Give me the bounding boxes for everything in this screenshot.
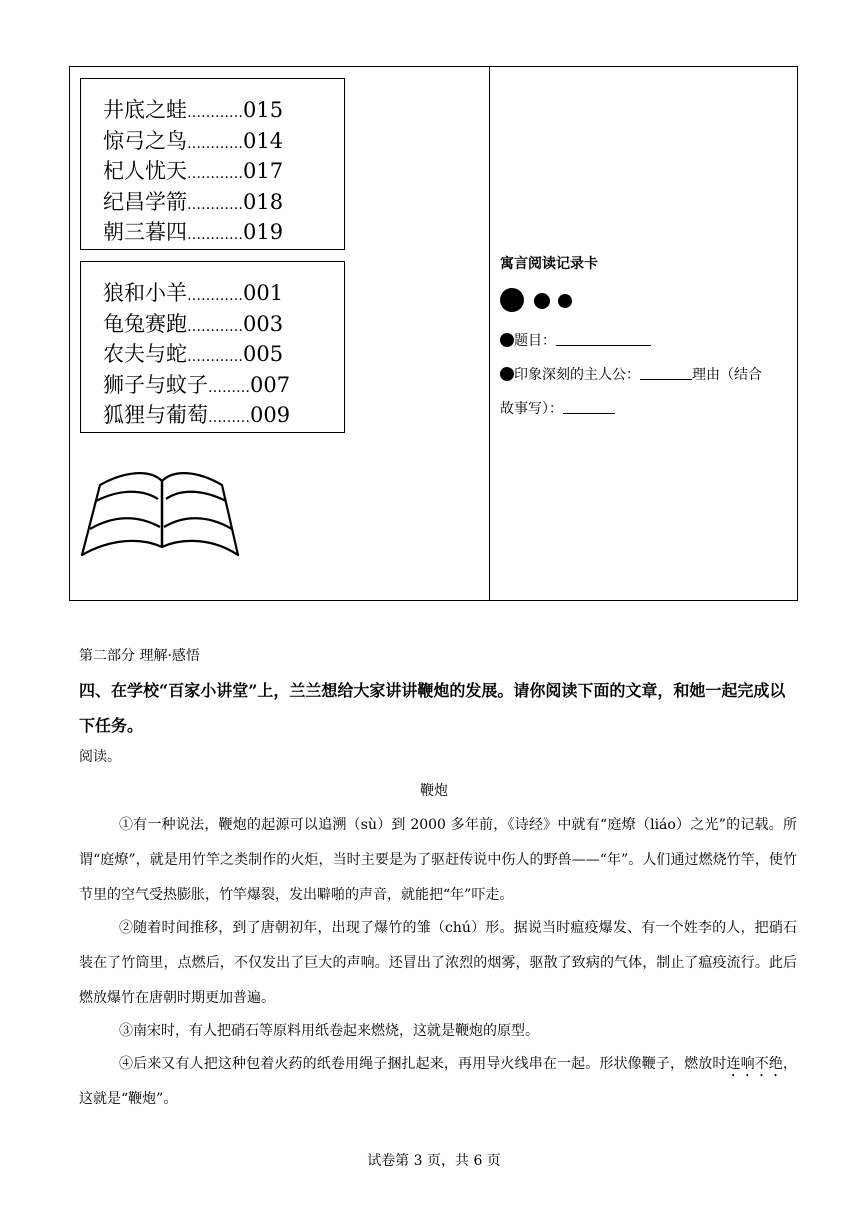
fable-list-box-chinese <box>80 78 345 250</box>
topic-blank[interactable] <box>556 331 651 346</box>
leader-dots: ………… <box>187 349 243 365</box>
paragraph-4 <box>79 1047 797 1117</box>
fable-title: 杞人忧天 <box>103 159 187 183</box>
leader-dots: ………… <box>187 318 243 335</box>
reason-label-cont: 故事写）： <box>500 401 563 417</box>
leader-dots: ………… <box>187 227 243 243</box>
medium-dot-icon <box>534 293 550 309</box>
list-item <box>103 128 344 159</box>
list-item <box>103 158 344 189</box>
page-number: 003 <box>243 311 284 336</box>
leader-dots: ……… <box>208 379 250 396</box>
page-number: 007 <box>250 372 291 397</box>
paragraph-1: ①有一种说法，鞭炮的起源可以追溯（sù）到 2000 多年前，《诗经》中就有“庭燎（liáo）之光”的记载。所谓“庭燎”，就是用竹竿之类制作的火炬，当时主要是为了驱赶传说中伤人的野兽——“年”。人们通过燃烧竹竿，使竹节里的空气受热膨胀，竹竿爆裂，发出噼啪的声音，就能把“年”吓走。 <box>79 817 797 903</box>
leader-dots: ………… <box>187 196 243 213</box>
reason-line <box>500 392 615 426</box>
paragraph-4-part-a: ④后来又有人把这种包着火药的纸卷用绳子捆扎起来，再用导火线串在一起。形状像鞭子，燃放时 <box>119 1056 727 1072</box>
question-text: 四、在学校“百家小讲堂”上，兰兰想给大家讲讲鞭炮的发展。请你阅读下面的文章，和她一起完成以下任务。 <box>79 681 786 735</box>
fable-title: 狐狸与葡萄 <box>103 403 208 427</box>
page-number: 009 <box>250 403 291 427</box>
list-item <box>103 341 344 372</box>
page-footer: 试卷第 3 页，共 6 页 <box>367 1153 501 1169</box>
page-number: 019 <box>243 220 284 244</box>
reason-label: 理由（结合 <box>692 367 762 383</box>
page-number: 017 <box>243 159 284 183</box>
topic-label: 题目： <box>514 333 556 349</box>
fable-title: 井底之蛙 <box>103 98 187 122</box>
page-number: 005 <box>243 342 284 366</box>
list-item <box>103 219 344 250</box>
section-label: 第二部分 理解·感悟 <box>79 648 200 664</box>
list-item <box>103 280 344 311</box>
protagonist-line <box>500 358 762 392</box>
protagonist-blank[interactable] <box>640 365 692 380</box>
column-divider <box>489 67 490 600</box>
bullet-icon <box>500 367 514 381</box>
page-number: 015 <box>243 98 284 122</box>
fable-list-box-foreign <box>80 261 345 433</box>
read-label: 阅读。 <box>79 749 121 765</box>
page-number: 001 <box>243 281 284 305</box>
small-dot-icon <box>558 294 572 308</box>
list-item <box>103 372 344 403</box>
topic-line <box>500 324 651 358</box>
leader-dots: ………… <box>187 135 243 152</box>
list-item <box>103 97 344 128</box>
large-dot-icon <box>500 288 524 312</box>
fable-title: 狼和小羊 <box>103 281 187 305</box>
leader-dots: ………… <box>187 166 243 182</box>
fable-title: 惊弓之鸟 <box>103 128 187 153</box>
paragraph-4-part-c: ，这就是“鞭炮”。 <box>79 1056 798 1107</box>
leader-dots: ………… <box>187 288 243 304</box>
paragraph-3: ③南宋时，有人把硝石等原料用纸卷起来燃烧，这就是鞭炮的原型。 <box>119 1023 539 1039</box>
leader-dots: ……… <box>208 410 250 426</box>
protagonist-label: 印象深刻的主人公： <box>514 367 640 383</box>
article-title: 鞭炮 <box>420 783 448 799</box>
fable-title: 纪昌学箭 <box>103 189 187 214</box>
paragraph-2: ②随着时间推移，到了唐朝初年，出现了爆竹的雏（chú）形。据说当时瘟疫爆发、有一个姓李的人，把硝石装在了竹筒里，点燃后，不仅发出了巨大的声响。还冒出了浓烈的烟雾，驱散了致病的气体，制止了瘟疫流行。此后燃放爆竹在唐朝时期更加普遍。 <box>79 920 797 1006</box>
fable-title: 龟兔赛跑 <box>103 311 187 336</box>
list-item <box>103 311 344 342</box>
bullet-icon <box>500 333 514 347</box>
page-number: 014 <box>243 128 284 153</box>
leader-dots: ………… <box>187 105 243 121</box>
page-number: 018 <box>243 189 284 214</box>
reading-table <box>69 66 798 601</box>
card-title: 寓言阅读记录卡 <box>500 256 598 272</box>
paragraph-4-emphasis: 连响不绝 <box>726 1056 784 1072</box>
fable-title: 朝三暮四 <box>103 220 187 244</box>
fable-title: 狮子与蚊子 <box>103 372 208 397</box>
fable-title: 农夫与蛇 <box>103 342 187 366</box>
list-item <box>103 189 344 220</box>
list-item <box>103 402 344 433</box>
open-book-icon <box>80 455 240 560</box>
reason-blank[interactable] <box>563 399 615 414</box>
